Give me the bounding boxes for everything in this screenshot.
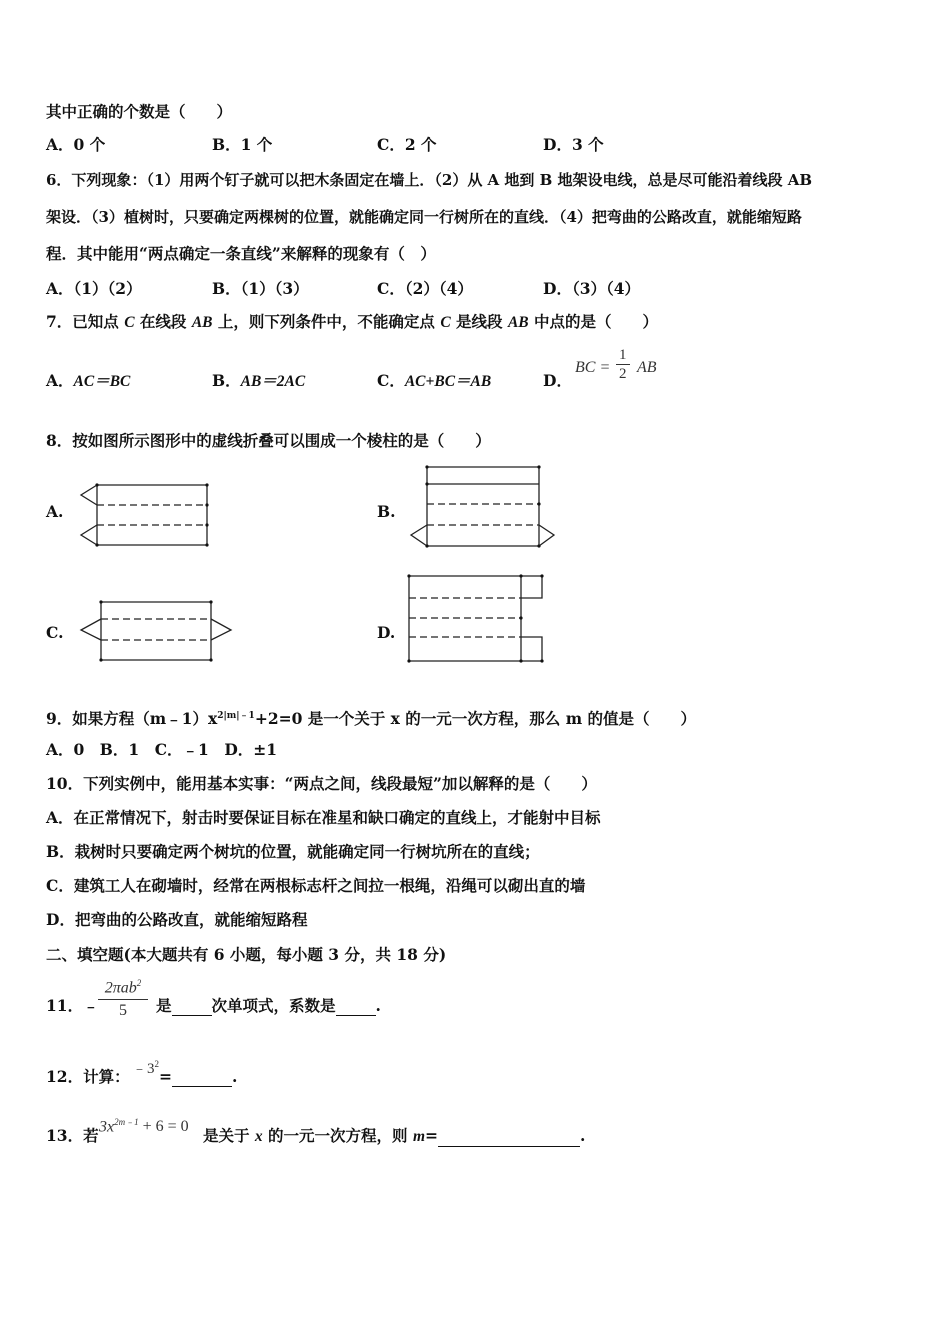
q9-options: A．0 B．1 C．﹣1 D．±1 xyxy=(46,740,278,759)
q9-stem: 9．如果方程$(m﹣1)x^{2|m|﹣1}+2=0$ 是一个关于 x 的一元一次方程，那么 m 的值是（ ） xyxy=(46,709,696,729)
q7-option-b: B．AB＝2AC xyxy=(212,371,306,390)
q5-option-a: A．0 个 xyxy=(46,135,106,154)
q7-option-d-left: BC = xyxy=(575,359,611,376)
q8-figure-d xyxy=(406,573,548,665)
q8-stem: 8．按如图所示图形中的虚线折叠可以围成一个棱柱的是（ ） xyxy=(46,431,491,450)
q12-answer: = . xyxy=(159,1067,238,1086)
q8-label-a: A. xyxy=(46,502,64,521)
q5-option-d: D．3 个 xyxy=(543,135,604,154)
q11-text: 是 次单项式，系数是 . xyxy=(156,996,381,1015)
q7-stem: 7．已知点 C 在线段 AB 上，则下列条件中，不能确定点 C 是线段 AB 中点的是（ ） xyxy=(46,312,659,331)
q13-text: 是关于 x 的一元一次方程，则 m= . xyxy=(203,1126,586,1145)
q11-blank-2[interactable] xyxy=(336,1015,376,1016)
q10-option-a: A．在正常情况下，射击时要保证目标在准星和缺口确定的直线上，才能射中目标 xyxy=(46,808,601,827)
q7-option-d-right: AB xyxy=(637,359,657,376)
q13-blank[interactable] xyxy=(438,1146,580,1147)
q8-label-b: B. xyxy=(377,502,396,521)
q7-option-d-fraction: $\frac{1}{2}$ xyxy=(616,346,630,383)
q6-option-b: B．（1）（3） xyxy=(212,279,309,298)
q8-figure-c xyxy=(76,599,236,665)
section-2-heading: 二、填空题(本大题共有 6 小题，每小题 3 分，共 18 分) xyxy=(46,945,447,964)
q10-option-c: C．建筑工人在砌墙时，经常在两根标志杆之间拉一根绳，沿绳可以砌出直的墙 xyxy=(46,876,586,895)
q7-option-d-label: D． xyxy=(543,371,572,390)
q6-option-a: A．（1）（2） xyxy=(46,279,142,298)
q11-fraction: 2πab$^2$ 5 xyxy=(98,972,148,1022)
q5-option-b: B．1 个 xyxy=(212,135,273,154)
q10-option-d: D．把弯曲的公路改直，就能缩短路程 xyxy=(46,910,308,929)
q8-label-d: D. xyxy=(377,623,396,642)
q10-stem: 10．下列实例中，能用基本实事：“两点之间，线段最短”加以解释的是（ ） xyxy=(46,774,597,793)
q5-stem: 其中正确的个数是（ ） xyxy=(46,102,233,121)
q12-expression: $﹣3^2$ xyxy=(132,1059,160,1077)
q6-line-2: 架设．（3）植树时，只要确定两棵树的位置，就能确定同一行树所在的直线．（4）把弯曲的公路改直，就能缩短路 xyxy=(46,208,802,226)
q8-label-c: C. xyxy=(46,623,64,642)
q6-line-1: 6．下列现象：（1）用两个钉子就可以把木条固定在墙上．（2）从 A 地到 B 地架设电线，总是尽可能沿着线段 AB xyxy=(46,171,813,189)
q5-option-c: C．2 个 xyxy=(377,135,437,154)
q6-option-d: D．（3）（4） xyxy=(543,279,641,298)
q6-option-c: C．（2）（4） xyxy=(377,279,473,298)
q8-figure-a xyxy=(76,482,212,550)
q11-blank-1[interactable] xyxy=(172,1015,212,1016)
q10-option-b: B．栽树时只要确定两个树坑的位置，就能确定同一行树坑所在的直线； xyxy=(46,842,540,861)
q7-option-a: A．AC＝BC xyxy=(46,371,131,390)
q13-equation: $3x^{2m﹣1} + 6 = 0$ xyxy=(99,1117,189,1136)
q12-number: 12．计算： xyxy=(46,1067,130,1086)
q7-option-c: C．AC+BC＝AB xyxy=(377,371,492,390)
q11-number: 11．﹣ xyxy=(46,996,99,1015)
q13-number: 13．若 xyxy=(46,1126,99,1145)
q12-blank[interactable] xyxy=(172,1086,232,1087)
q8-figure-b xyxy=(406,464,558,550)
q6-line-3: 程．其中能用“两点确定一条直线”来解释的现象有（ ） xyxy=(46,244,436,263)
